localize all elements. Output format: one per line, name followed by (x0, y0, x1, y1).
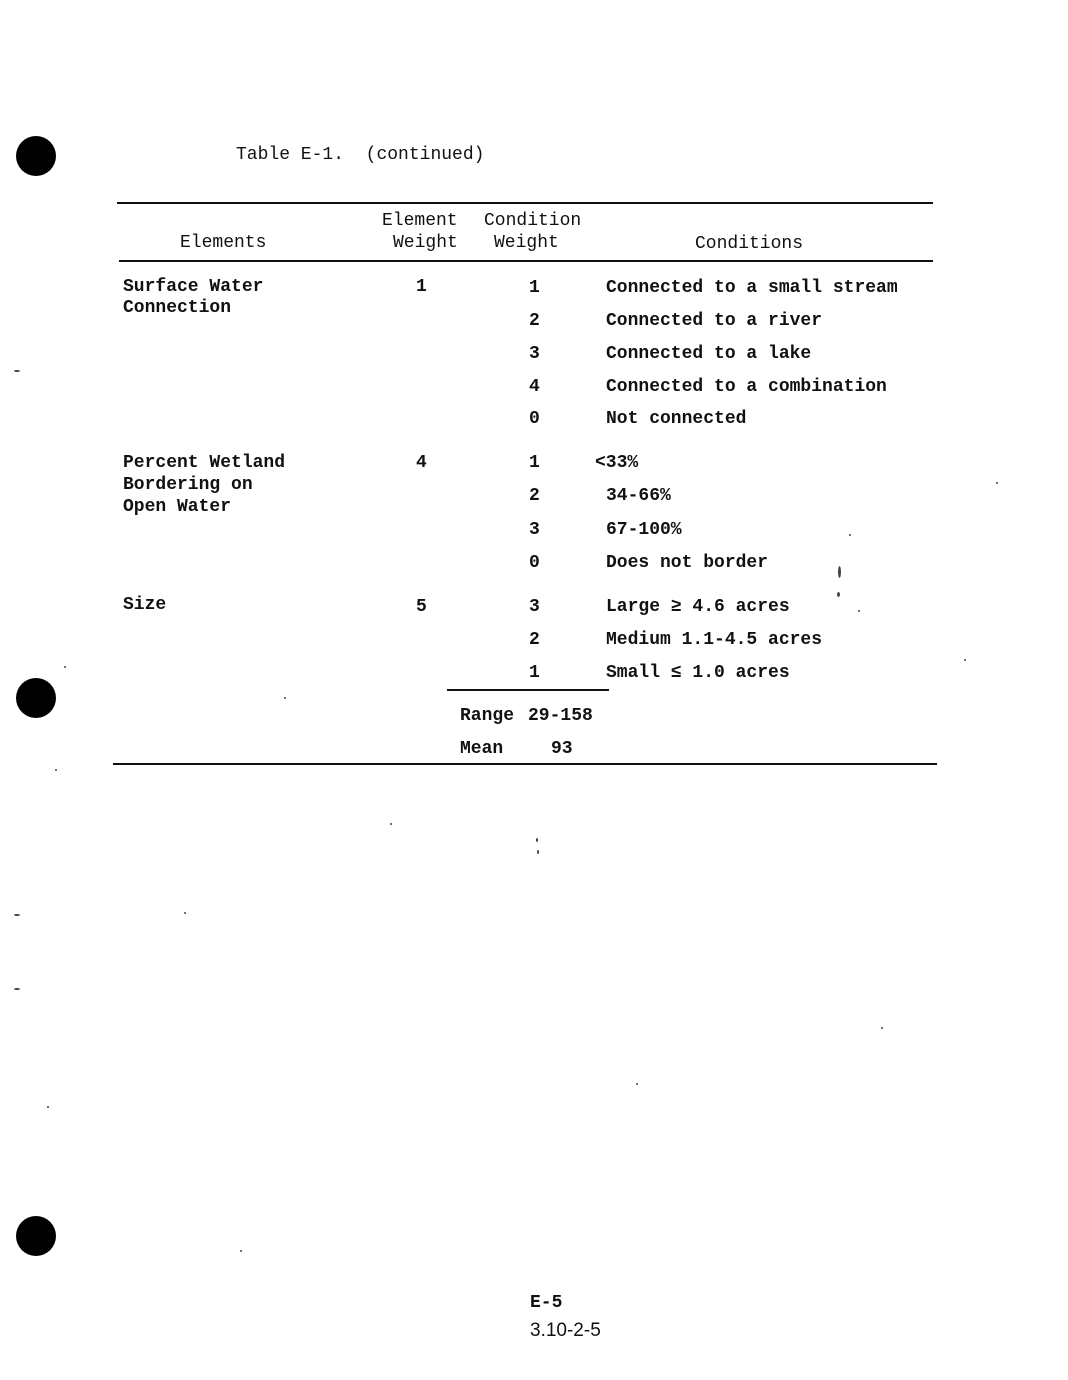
element-name-line: Surface Water (123, 277, 264, 297)
scan-speck (964, 659, 966, 661)
table-number: Table E-1. (236, 145, 345, 165)
element-weight: 5 (416, 597, 427, 617)
scan-speck (537, 850, 539, 854)
condition-text: Connected to a lake (606, 344, 812, 364)
range-label: Range (460, 706, 515, 726)
header-condition-weight-line1: Condition (484, 211, 582, 231)
mean-label: Mean (460, 739, 504, 759)
condition-weight: 3 (529, 597, 540, 617)
condition-text: Medium 1.1-4.5 acres (606, 630, 823, 650)
condition-weight: 1 (529, 453, 540, 473)
scan-speck (14, 914, 20, 916)
sum-rule (447, 689, 609, 691)
header-conditions: Conditions (695, 234, 804, 254)
condition-weight: 2 (529, 486, 540, 506)
condition-text: <33% (595, 453, 639, 473)
condition-weight: 1 (529, 278, 540, 298)
scan-speck (636, 1083, 638, 1085)
header-condition-weight-line2: Weight (494, 233, 559, 253)
element-name-line: Percent Wetland (123, 453, 286, 473)
condition-text: Connected to a river (606, 311, 823, 331)
condition-text: Connected to a small stream (606, 278, 898, 298)
condition-text: Small ≤ 1.0 acres (606, 663, 790, 683)
scan-speck (14, 370, 20, 372)
element-name-line: Open Water (123, 497, 232, 517)
element-name-line: Bordering on (123, 475, 253, 495)
scan-speck (996, 482, 998, 484)
scan-speck (838, 566, 841, 578)
condition-weight: 2 (529, 311, 540, 331)
condition-weight: 0 (529, 409, 540, 429)
element-weight: 4 (416, 453, 427, 473)
element-name-line: Connection (123, 298, 232, 318)
condition-weight: 0 (529, 553, 540, 573)
condition-text: Does not border (606, 553, 769, 573)
scan-speck (284, 697, 286, 699)
scan-speck (64, 666, 66, 668)
table-top-rule (117, 202, 933, 204)
scan-speck (536, 838, 538, 842)
scan-speck (47, 1106, 49, 1108)
table-subtitle: (continued) (365, 145, 485, 165)
scan-speck (240, 1250, 242, 1252)
condition-text: 34-66% (606, 486, 671, 506)
header-elements: Elements (180, 233, 267, 253)
scan-speck (55, 769, 57, 771)
scan-speck (837, 592, 840, 597)
scan-speck (184, 912, 186, 914)
condition-text: Not connected (606, 409, 747, 429)
table-title (236, 144, 484, 166)
binder-hole-bottom (16, 1216, 56, 1256)
condition-weight: 1 (529, 663, 540, 683)
table-header-rule (119, 260, 933, 262)
header-element-weight-line2: Weight (393, 233, 458, 253)
condition-weight: 4 (529, 377, 540, 397)
condition-weight: 3 (529, 344, 540, 364)
scan-speck (858, 610, 860, 612)
condition-text: 67-100% (606, 520, 682, 540)
section-number: 3.10-2-5 (530, 1320, 601, 1341)
scan-speck (390, 823, 392, 825)
binder-hole-middle (16, 678, 56, 718)
condition-weight: 2 (529, 630, 540, 650)
header-element-weight-line1: Element (382, 211, 458, 231)
scan-speck (14, 988, 20, 990)
scan-speck (881, 1027, 883, 1029)
range-value: 29-158 (528, 706, 593, 726)
mean-value: 93 (551, 739, 573, 759)
element-name-line: Size (123, 595, 167, 615)
binder-hole-top (16, 136, 56, 176)
scan-speck (849, 534, 851, 536)
condition-weight: 3 (529, 520, 540, 540)
condition-text: Connected to a combination (606, 377, 887, 397)
table-bottom-rule (113, 763, 937, 765)
condition-text: Large ≥ 4.6 acres (606, 597, 790, 617)
element-weight: 1 (416, 277, 427, 297)
page-label: E-5 (530, 1293, 563, 1313)
